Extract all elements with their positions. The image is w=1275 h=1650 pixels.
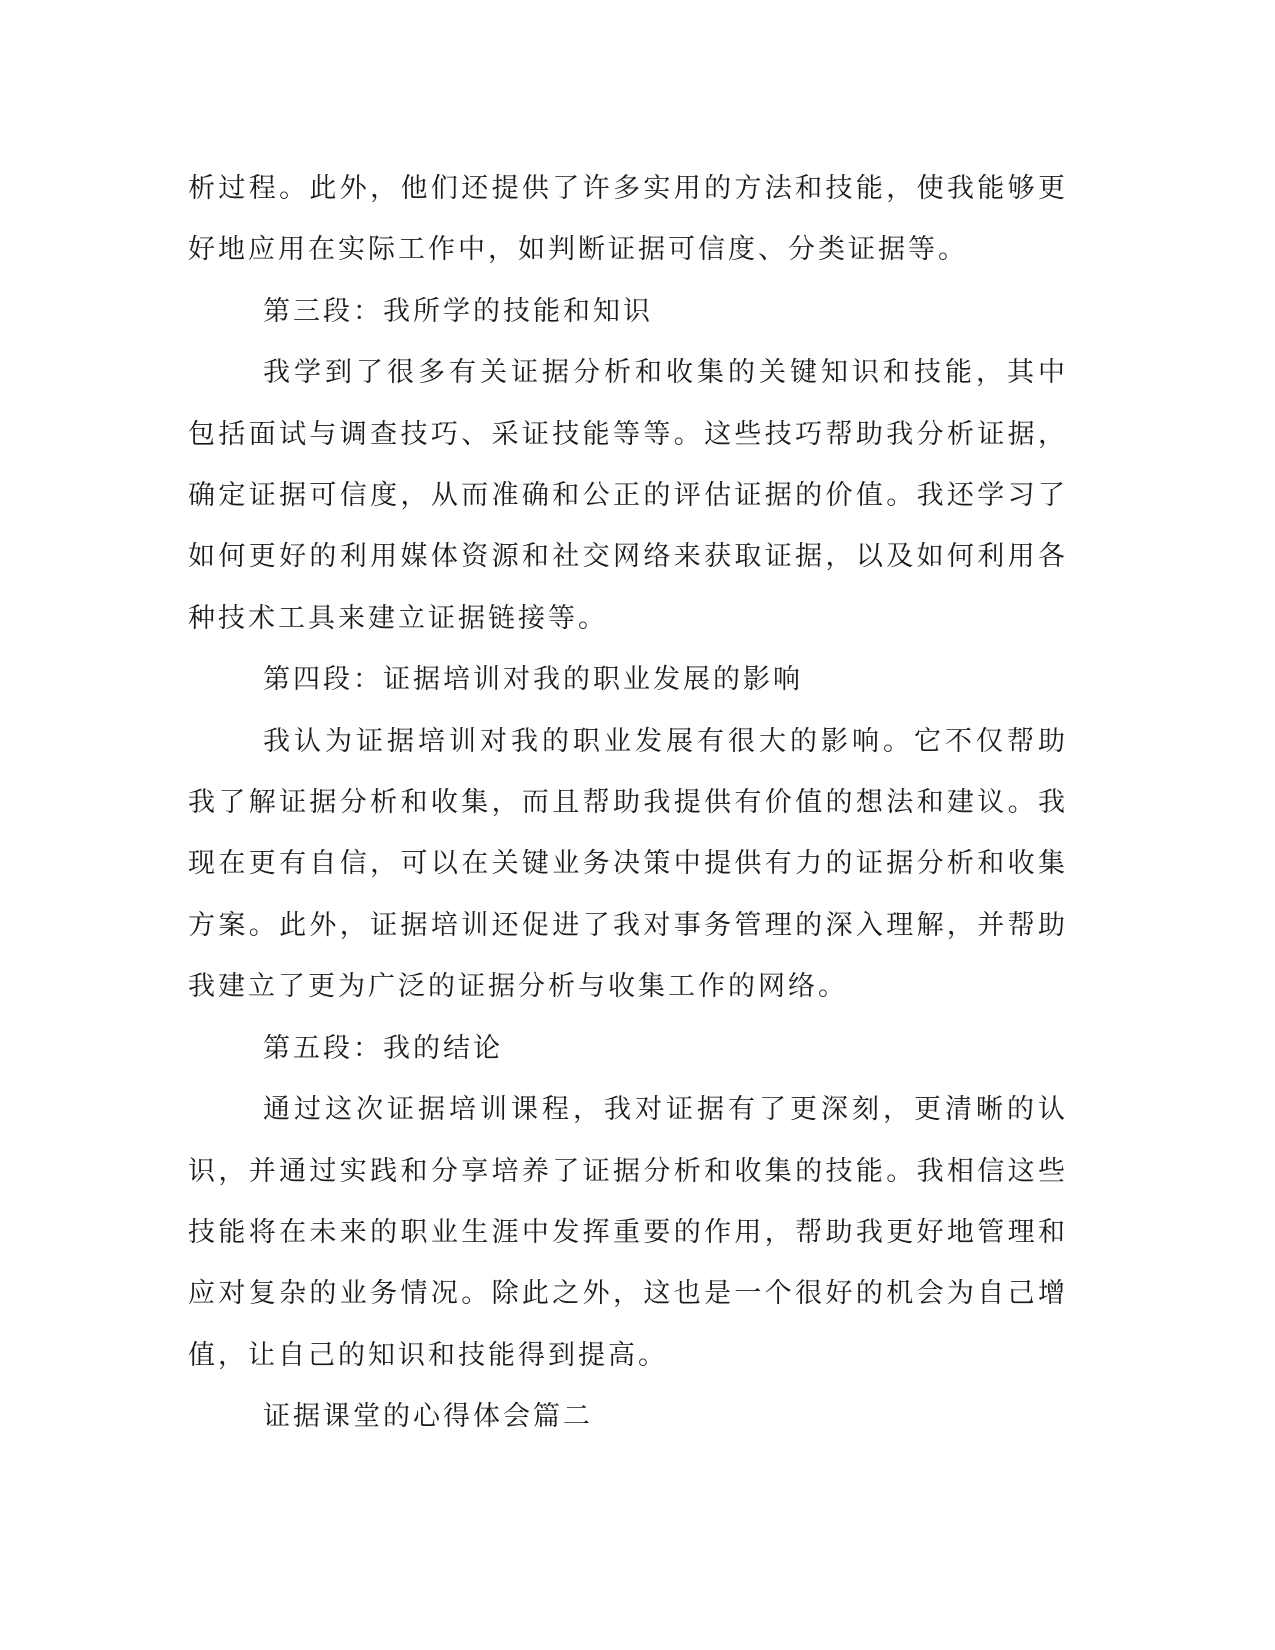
section-heading-5: 第五段：我的结论 [263,1032,503,1064]
section-heading-3: 第三段：我所学的技能和知识 [263,295,653,327]
paragraph-conclusion: 通过这次证据培训课程，我对证据有了更深刻，更清晰的认识，并通过实践和分享培养了证据分析和收集的技能。我相信这些技能将在未来的职业生涯中发挥重要的作用，帮助我更好地管理和应对复杂的业务情况。除此之外，这也是一个很好的机会为自己增值，让自己的知识和技能得到提高。 [188,1094,1068,1371]
article-title-part-2: 证据课堂的心得体会篇二 [263,1401,593,1433]
section-heading-4: 第四段：证据培训对我的职业发展的影响 [263,664,803,696]
paragraph-career-impact: 我认为证据培训对我的职业发展有很大的影响。它不仅帮助我了解证据分析和收集，而且帮助我提供有价值的想法和建议。我现在更有自信，可以在关键业务决策中提供有力的证据分析和收集方案。此外，证据培训还促进了我对事务管理的深入理解，并帮助我建立了更为广泛的证据分析与收集工作的网络。 [188,725,1068,1003]
document-body [188,158,1068,1448]
paragraph-skills-knowledge: 我学到了很多有关证据分析和收集的关键知识和技能，其中包括面试与调查技巧、采证技能等等。这些技巧帮助我分析证据，确定证据可信度，从而准确和公正的评估证据的价值。我还学习了如何更好的利用媒体资源和社交网络来获取证据，以及如何利用各种技术工具来建立证据链接等。 [188,357,1068,634]
paragraph-continuation: 析过程。此外，他们还提供了许多实用的方法和技能，使我能够更好地应用在实际工作中，如判断证据可信度、分类证据等。 [188,173,1068,266]
